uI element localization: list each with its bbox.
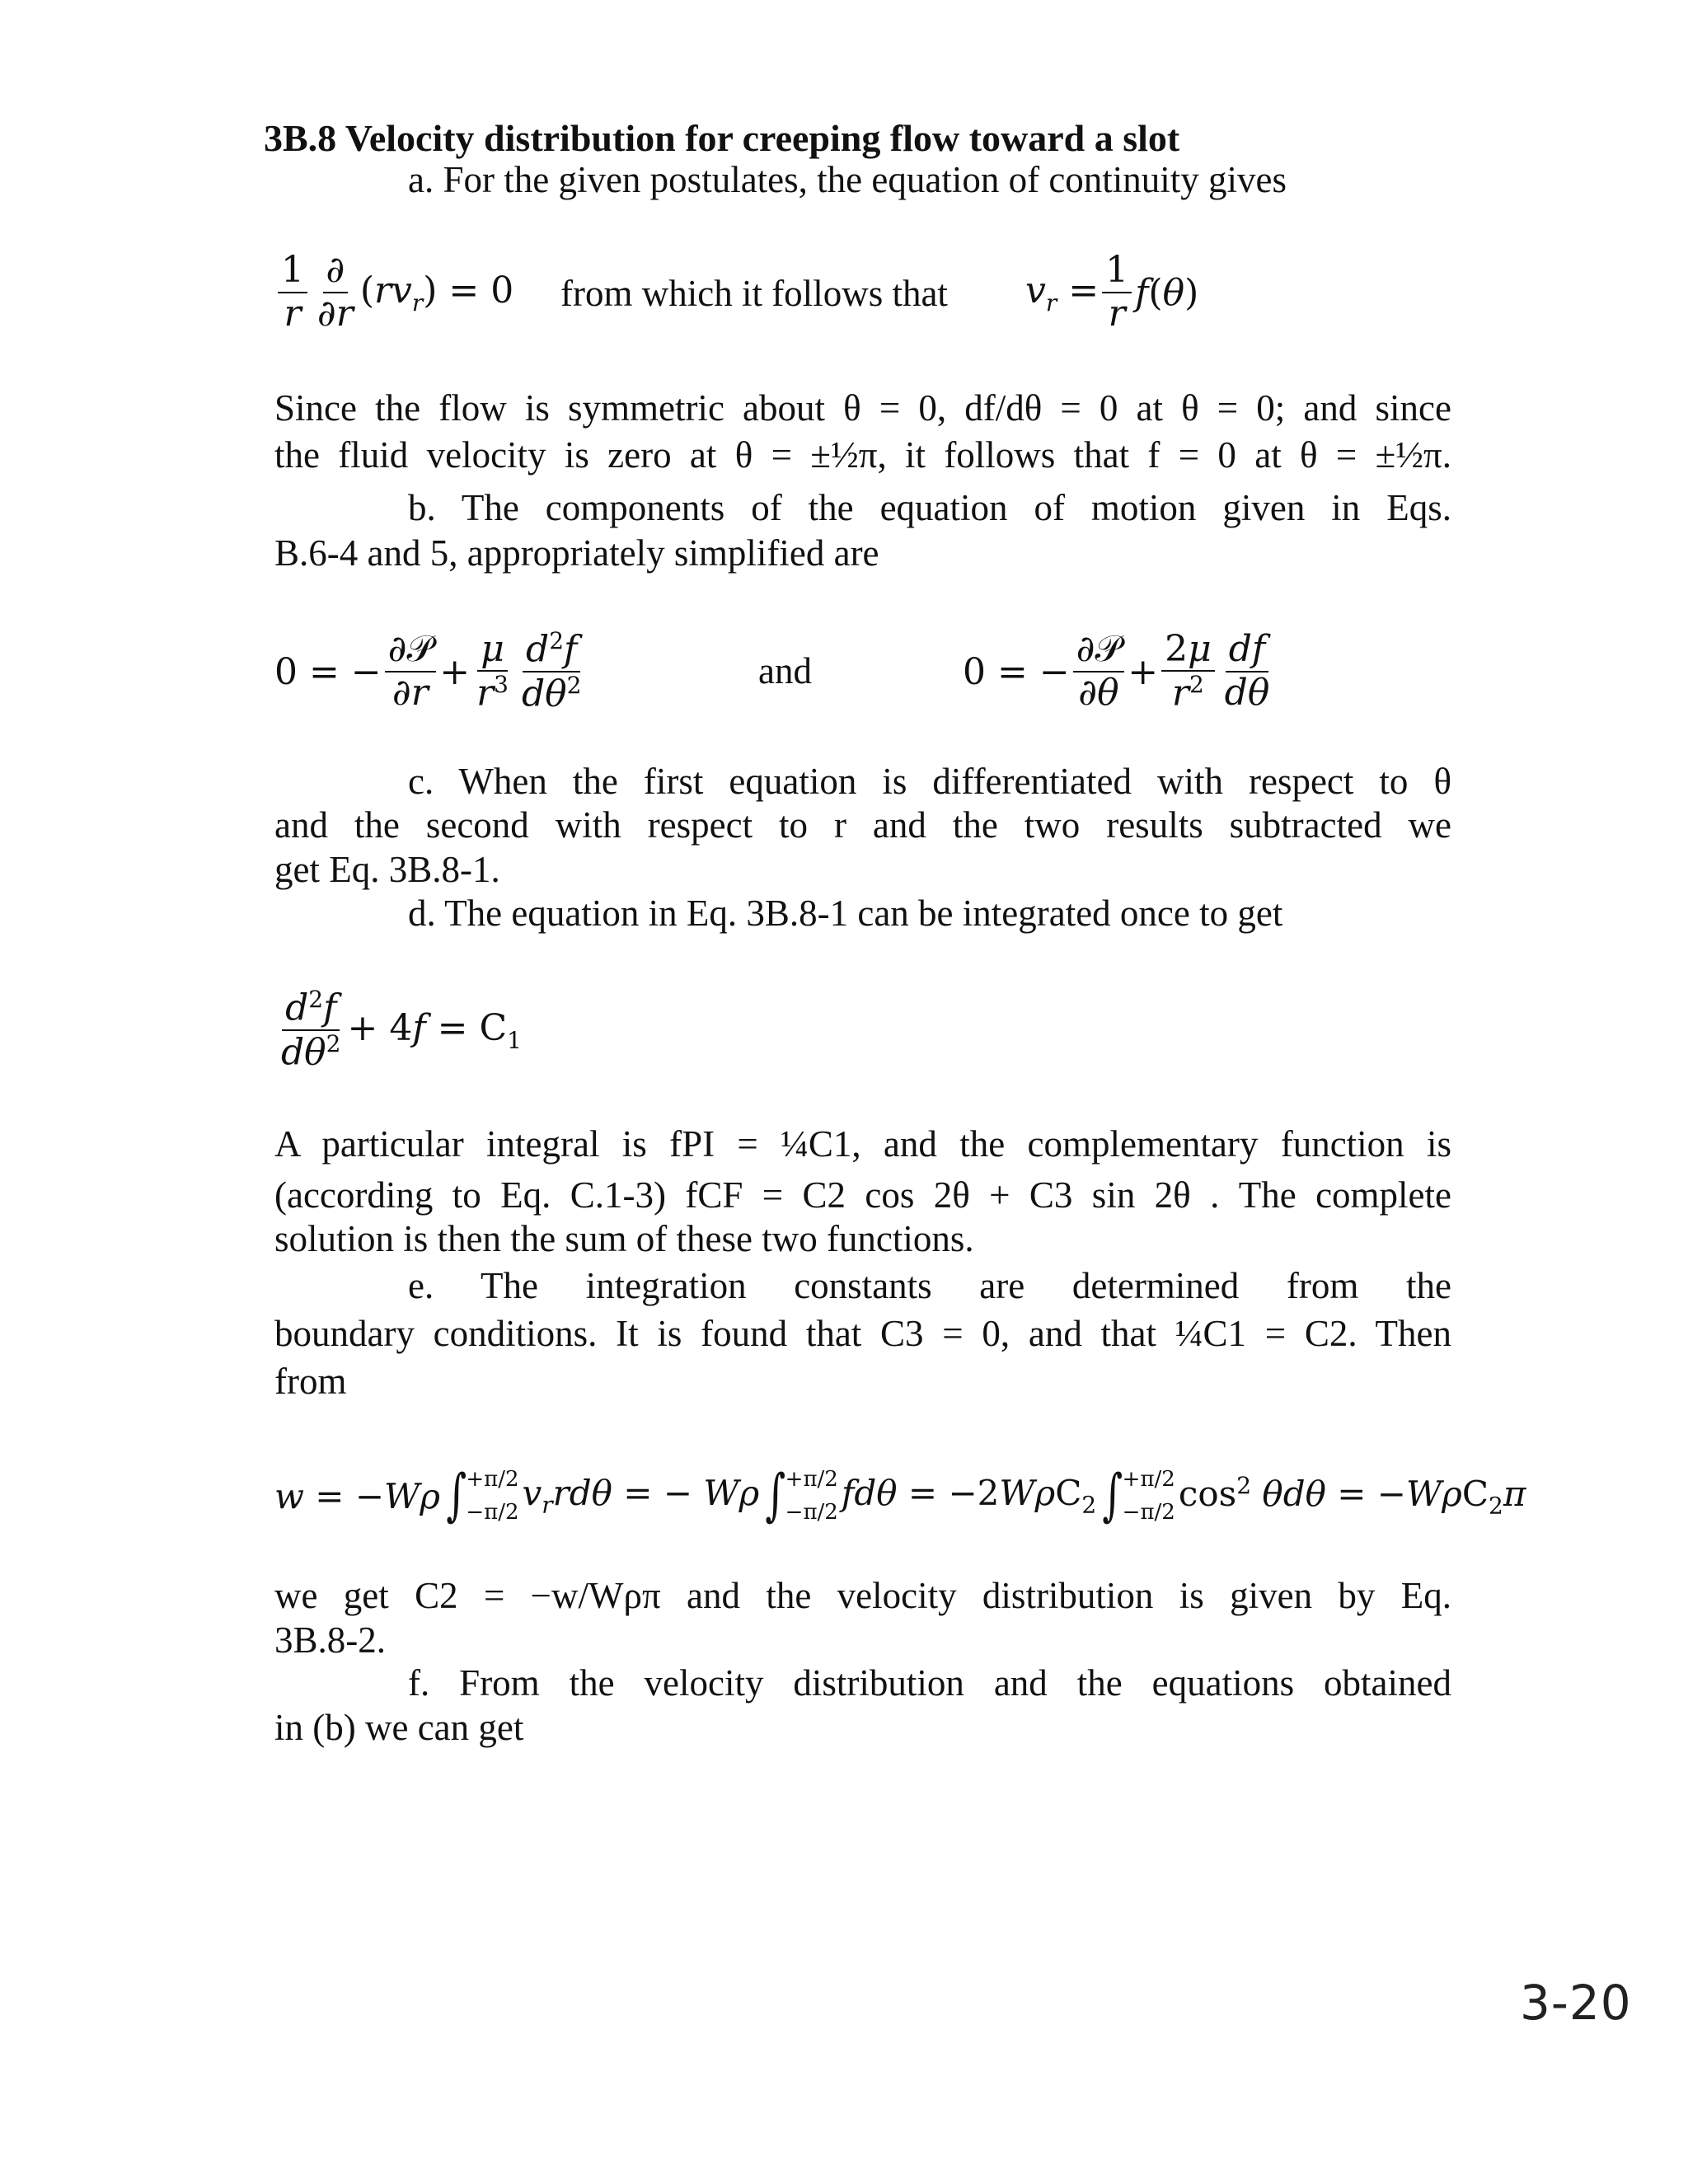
paragraph-integral-line1: A particular integral is fPI = ¼C1, and the complementary function is xyxy=(274,1123,1451,1165)
paragraph-result-line1: we get C2 = −w/Wρπ and the velocity distribution is given by Eq. xyxy=(274,1575,1451,1616)
paragraph-result-line2: 3B.8-2. xyxy=(274,1619,386,1661)
frac-dP-dr: $\frac{\text{∂𝒫}}{\partial r}$ xyxy=(385,629,436,714)
eq1-lhs: $(rv_r) = 0$ xyxy=(359,269,514,316)
paragraph-f-line1: f. From the velocity distribution and the equations obtained xyxy=(408,1662,1451,1704)
equation-motion-theta: 0 = − $\frac{\text{∂𝒫}}{\partial\theta}$ + $\frac{2\mu}{r^2}$ $\frac{df}{d\theta}$ xyxy=(963,622,1276,721)
page-number: 3-20 xyxy=(1520,1975,1632,2031)
frac-df-dtheta: $\frac{df}{d\theta}$ xyxy=(1224,628,1270,714)
equation-motion-r: 0 = − $\frac{\text{∂𝒫}}{\partial r}$ + $\frac{\mu}{r^3}$ $\frac{d^2f}{d\theta^2}$ xyxy=(274,622,588,721)
paragraph-e-line1: e. The integration constants are determined from the xyxy=(408,1265,1451,1306)
paragraph-d-line1: d. The equation in Eq. 3B.8-1 can be integrated once to get xyxy=(408,893,1283,934)
paragraph-b-line1: b. The components of the equation of motion given in Eqs. xyxy=(408,487,1451,528)
eq1-connector-text: from which it follows that xyxy=(560,273,948,314)
paragraph-e-line2: boundary conditions. It is found that C3 = 0, and that ¼C1 = C2. Then xyxy=(274,1313,1451,1354)
frac-d2f-dtheta2: $\frac{d^2f}{d\theta^2}$ xyxy=(521,626,582,715)
equation-flow-rate: w = −Wρ ∫ +π/2 −π/2 $v_rrd\theta$ = − Wρ ∫ +π/2 −π/2 fdθ = −2WρC$_2$ ∫ +π/2 −π/2 $\cos^2 \theta d\theta = -W\rho C_2\pi$ xyxy=(274,1463,1526,1528)
paragraph-a: a. For the given postulates, the equation of continuity gives xyxy=(408,159,1287,200)
frac-d2f-dtheta2-ode: $\frac{d^2f}{d\theta^2}$ xyxy=(281,985,341,1074)
paragraph-integral-line3: solution is then the sum of these two functions. xyxy=(274,1218,974,1259)
paragraph-integral-line2: (according to Eq. C.1-3) fCF = C2 cos 2θ + C3 sin 2θ . The complete xyxy=(274,1174,1451,1216)
paragraph-b-line2: B.6-4 and 5, appropriately simplified are xyxy=(274,532,879,574)
paragraph-c-line2: and the second with respect to r and the two results subtracted we xyxy=(274,804,1451,846)
paragraph-c-line1: c. When the first equation is differentiated with respect to θ xyxy=(408,761,1451,802)
equation-continuity xyxy=(274,247,513,338)
frac-1-over-r-2: $\frac{1}{r}$ xyxy=(1102,250,1132,335)
integral-1: ∫ +π/2 −π/2 xyxy=(446,1463,519,1528)
integral-3: ∫ +π/2 −π/2 xyxy=(1102,1463,1175,1528)
paragraph-symmetry-line2: the fluid velocity is zero at θ = ±½π, it follows that f = 0 at θ = ±½π. xyxy=(274,434,1451,476)
equation-vr: $v_r$ = $\frac{1}{r}$ f(θ) xyxy=(1025,249,1199,335)
frac-mu-r3: $\frac{\mu}{r^3}$ xyxy=(476,627,509,715)
frac-dP-dtheta: $\frac{\text{∂𝒫}}{\partial\theta}$ xyxy=(1073,629,1124,714)
frac-2mu-r2: $\frac{2\mu}{r^2}$ xyxy=(1161,629,1215,715)
equation-ode: $\frac{d^2f}{d\theta^2}$ + $4f = C_1$ xyxy=(274,981,522,1080)
paragraph-f-line2: in (b) we can get xyxy=(274,1707,524,1748)
frac-1-over-r: $\frac{1}{r}$ xyxy=(278,250,307,335)
integral-2: ∫ +π/2 −π/2 xyxy=(765,1463,838,1528)
paragraph-symmetry-line1: Since the flow is symmetric about θ = 0, df/dθ = 0 at θ = 0; and since xyxy=(274,387,1451,429)
eq2-and: and xyxy=(758,650,812,691)
section-title: 3B.8 Velocity distribution for creeping flow toward a slot xyxy=(264,117,1180,159)
paragraph-c-line3: get Eq. 3B.8-1. xyxy=(274,849,500,890)
frac-partial-r: $\frac{\partial}{\partial r}$ xyxy=(317,249,354,335)
paragraph-e-line3: from xyxy=(274,1361,347,1402)
